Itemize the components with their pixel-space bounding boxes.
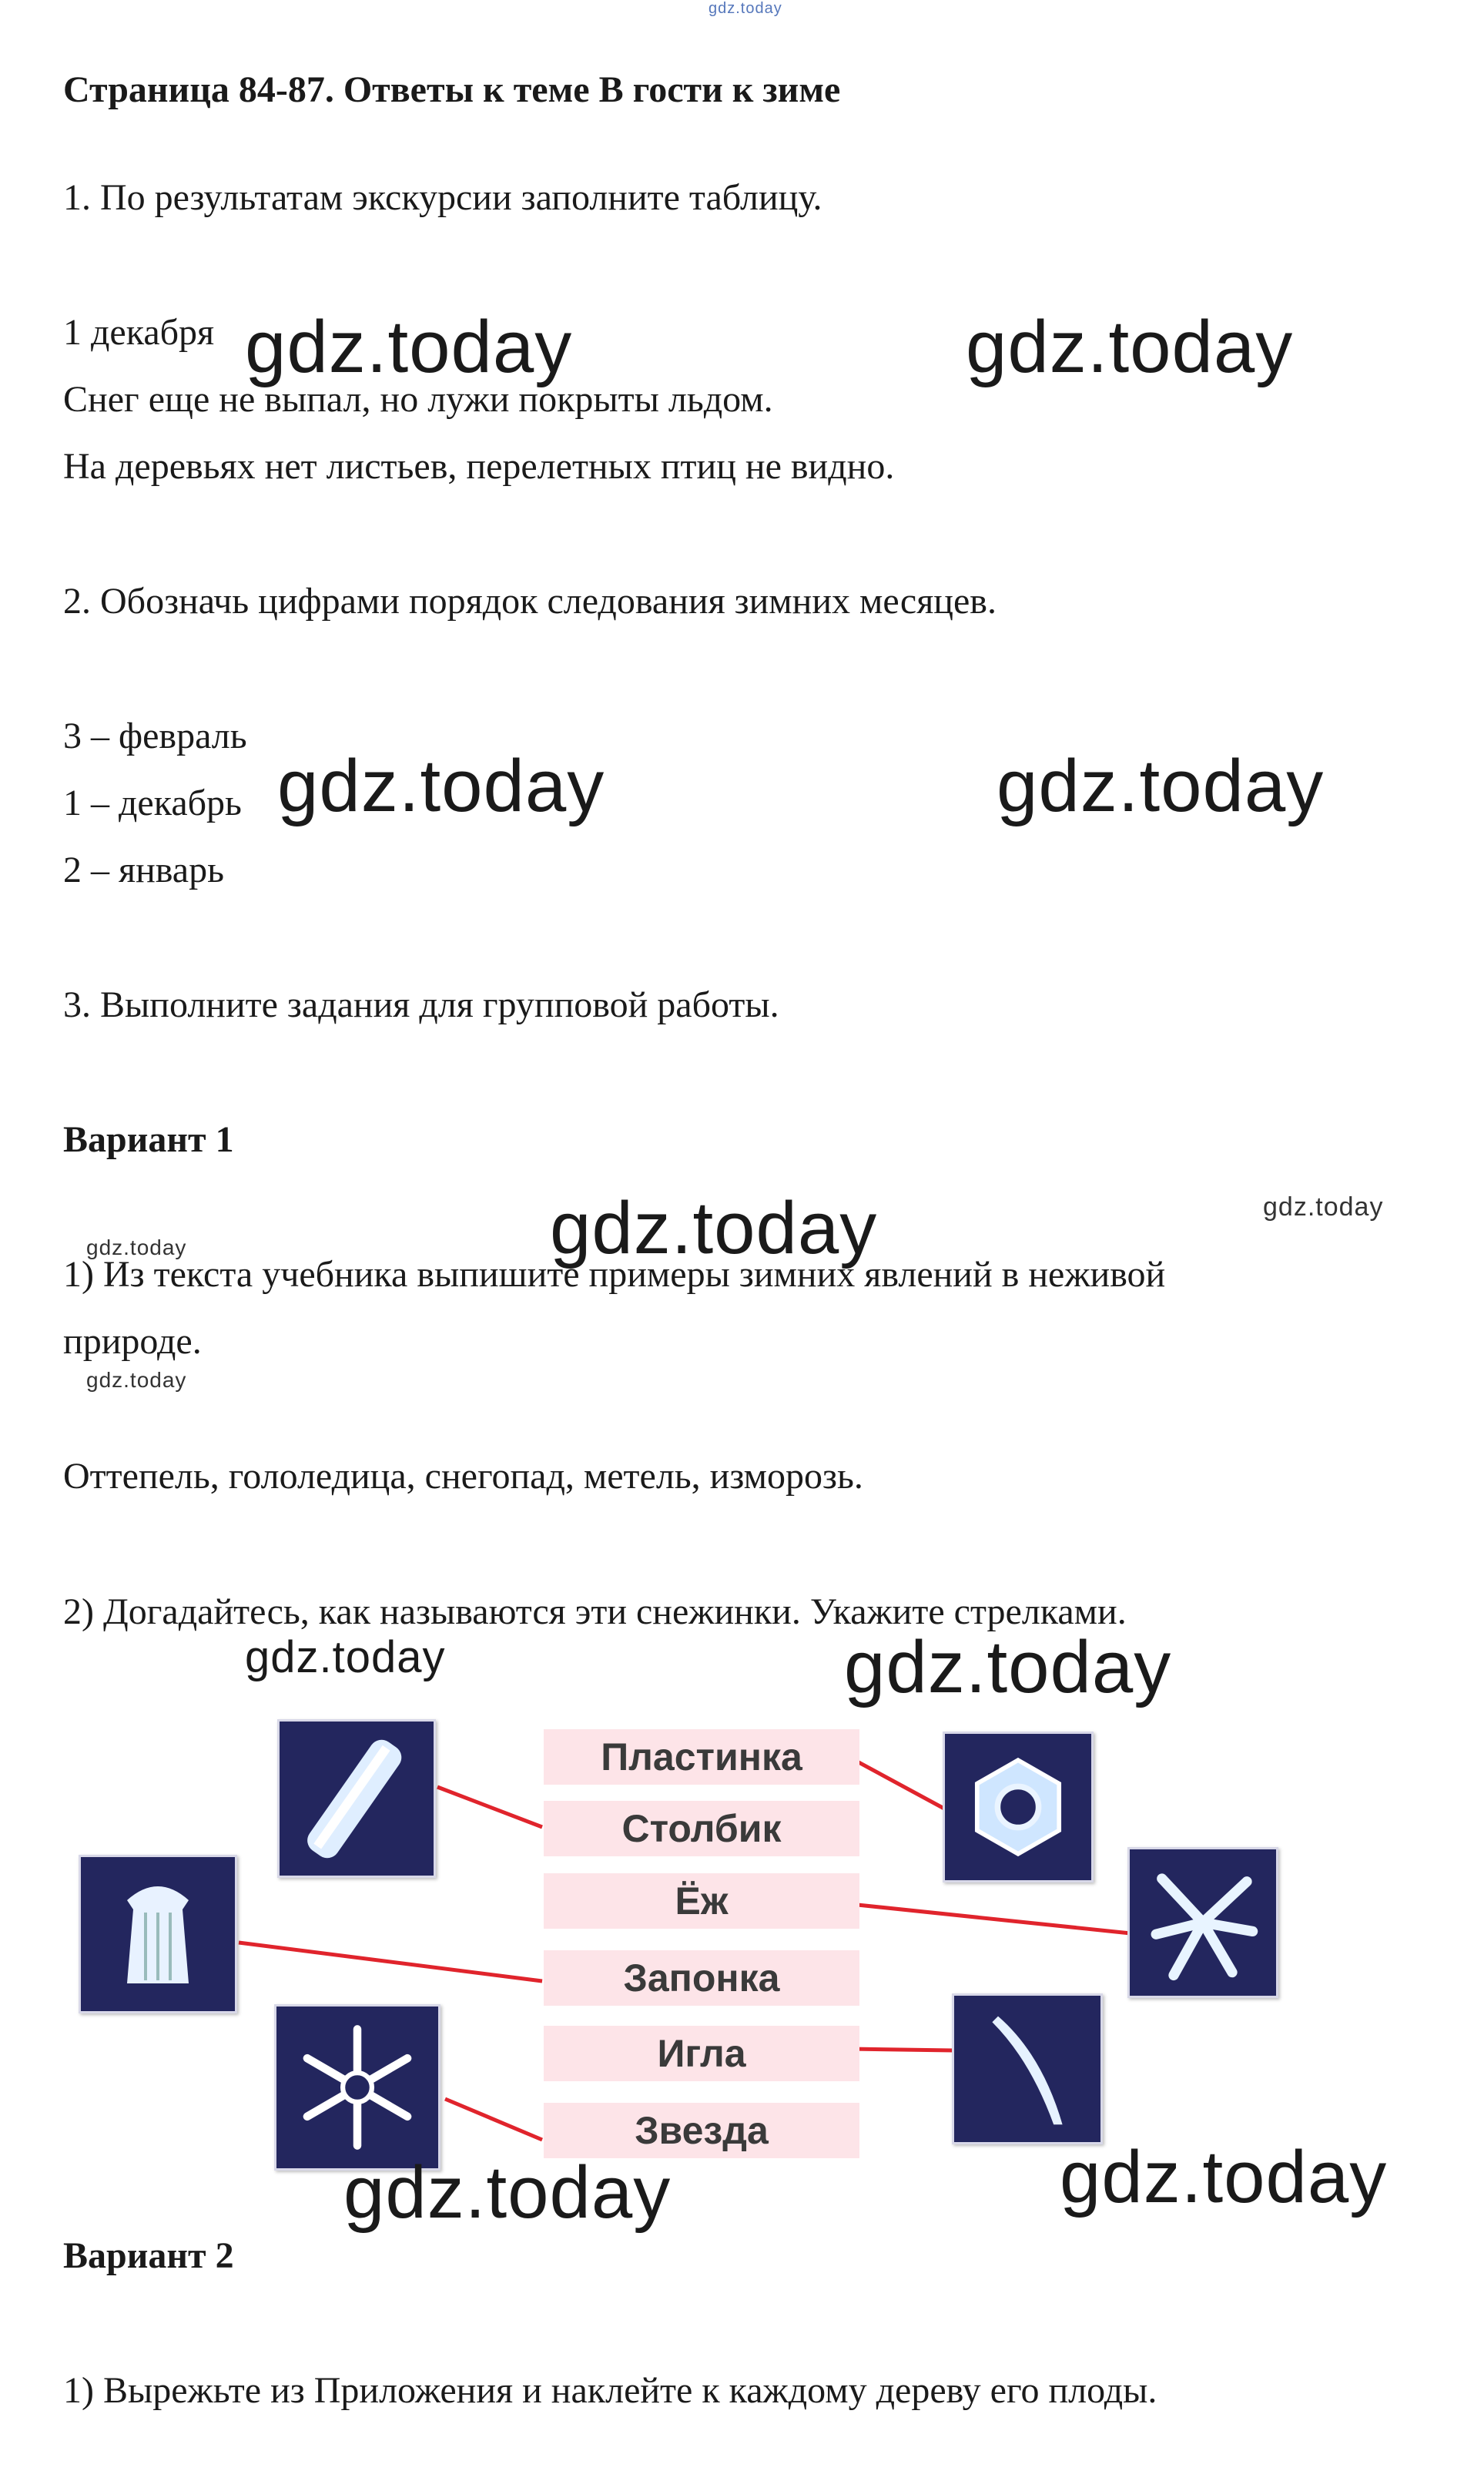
watermark-top: gdz.today	[709, 0, 782, 17]
snowflake-matching-figure	[68, 1702, 1285, 2195]
watermark: gdz.today	[245, 1632, 446, 1682]
column-snowflake-icon	[277, 1719, 436, 1878]
variant1-q1-line1: 1) Из текста учебника выпишите примеры зимних явлений в неживой	[63, 1254, 1166, 1295]
variant1-answer1: Оттепель, гололедица, снегопад, метель, изморозь.	[63, 1456, 863, 1497]
star-snowflake-icon	[274, 2004, 441, 2171]
watermark: gdz.today	[277, 745, 605, 827]
watermark: gdz.today	[343, 2151, 672, 2234]
line-igla	[850, 2049, 953, 2050]
variant1-heading: Вариант 1	[63, 1119, 234, 1160]
task1-date: 1 декабря	[63, 312, 215, 353]
watermark: gdz.today	[844, 1626, 1172, 1708]
label-zaponka: Запонка	[544, 1950, 859, 2006]
cufflink-snowflake-icon	[79, 1855, 237, 2013]
watermark: gdz.today	[966, 306, 1294, 388]
watermark: gdz.today	[550, 1187, 878, 1269]
line-zaponka	[239, 1943, 542, 1981]
line-plastinka	[850, 1758, 944, 1809]
task2-item: 2 – январь	[63, 850, 224, 890]
watermark: gdz.today	[86, 1235, 187, 1259]
task1-line1: Снег еще не выпал, но лужи покрыты льдом.	[63, 379, 773, 420]
watermark: gdz.today	[86, 1368, 187, 1392]
hedgehog-snowflake-icon	[1127, 1847, 1278, 1998]
variant2-q1: 1) Вырежьте из Приложения и наклейте к каждому дереву его плоды.	[63, 2370, 1157, 2411]
variant1-q2: 2) Догадайтесь, как называются эти снежинки. Укажите стрелками.	[63, 1591, 1127, 1632]
label-igla: Игла	[544, 2026, 859, 2081]
task1-line2: На деревьях нет листьев, перелетных птиц не видно.	[63, 446, 895, 487]
variant1-q1-line2: природе.	[63, 1321, 202, 1362]
line-ezh	[850, 1904, 1131, 1933]
task2-item: 1 – декабрь	[63, 783, 242, 823]
label-zvezda: Звезда	[544, 2103, 859, 2158]
page-title: Страница 84-87. Ответы к теме В гости к зиме	[63, 69, 841, 110]
line-stolbik	[437, 1787, 542, 1827]
task3-question: 3. Выполните задания для групповой работы.	[63, 984, 779, 1025]
label-stolbik: Столбик	[544, 1801, 859, 1856]
task2-question: 2. Обозначь цифрами порядок следования зимних месяцев.	[63, 581, 997, 622]
watermark: gdz.today	[997, 745, 1325, 827]
watermark: gdz.today	[245, 306, 573, 388]
watermark: gdz.today	[1060, 2136, 1388, 2218]
plate-snowflake-icon	[943, 1732, 1094, 1882]
label-ezh: Ёж	[544, 1873, 859, 1929]
variant2-heading: Вариант 2	[63, 2235, 234, 2276]
line-zvezda	[445, 2099, 542, 2140]
needle-snowflake-icon	[952, 1993, 1103, 2144]
watermark: gdz.today	[1263, 1192, 1384, 1222]
task2-item: 3 – февраль	[63, 716, 247, 756]
task1-question: 1. По результатам экскурсии заполните таблицу.	[63, 177, 822, 218]
label-plastinka: Пластинка	[544, 1729, 859, 1785]
